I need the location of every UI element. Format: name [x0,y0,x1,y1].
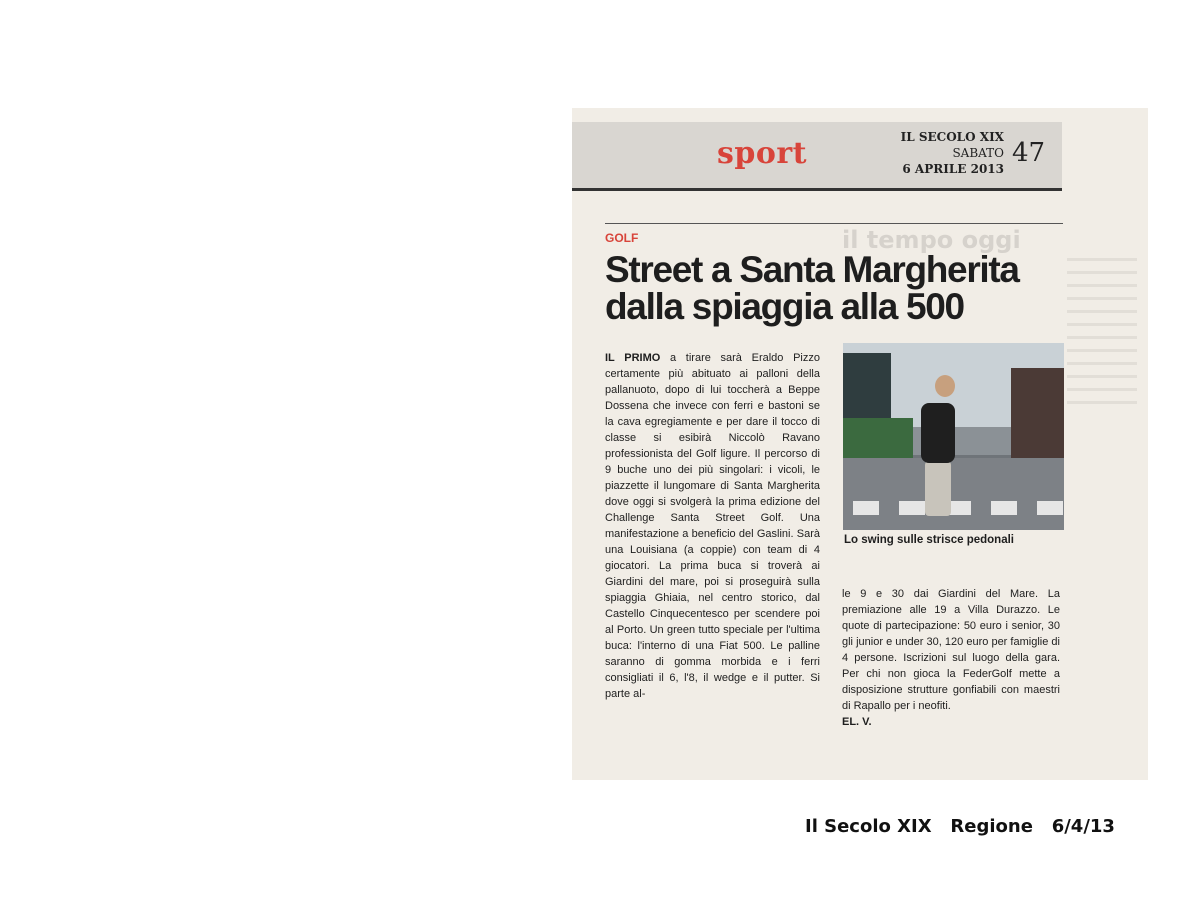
issue-date: 6 APRILE 2013 [902,162,1004,176]
photo-crosswalk [853,501,1063,515]
photo-golfer-legs [925,461,951,516]
adjacent-article-text [1067,248,1137,408]
photo-road [843,458,1064,530]
newspaper-name: IL SECOLO XIX [900,130,1004,144]
article-byline: EL. V. [842,716,872,728]
article-column-2 [842,586,1060,730]
article-photo [843,343,1064,530]
adjacent-article-headline: il tempo oggi [842,226,1021,254]
article-column-1 [605,350,820,702]
article-top-rule [605,223,1063,224]
newspaper-clipping [572,108,1148,780]
photo-golfer-head [935,375,955,397]
photo-caption: Lo swing sulle strisce pedonali [844,534,1014,546]
photo-golfer-body [921,403,955,463]
header-rule [572,188,1062,191]
page-number: 47 [1012,138,1046,168]
article-column-2-text: le 9 e 30 dai Giardini del Mare. La premiazione alle 19 a Villa Durazzo. Le quote di partecipazione: 50 euro i senior, 30 gli junior e under 30, 120 euro per famiglie di 4 persone. Iscrizioni sul luogo della gara. Per chi non gioca la FederGolf mette a disposizione strutture gonfiabili con maestri di Rapallo per i neofiti. [842,588,1060,712]
article-lead: IL PRIMO [605,352,661,364]
article-headline: Street a Santa Margherita dalla spiaggia alla 500 [605,249,1019,327]
source-footer: Il Secolo XIX Regione 6/4/13 [805,816,1115,837]
section-label: sport [717,136,808,171]
issue-day: SABATO [952,146,1004,160]
photo-building-right [1011,368,1064,458]
article-column-1-text: a tirare sarà Eraldo Pizzo certamente più abituato ai palloni della pallanuoto, dopo di lui toccherà a Beppe Dossena che invece con ferri e bastoni se la cava egregiamente e per dare il tocco di classe si esibirà Niccolò Ravano professionista del Golf ligure. Il percorso di 9 buche uno dei più singolari: i vicoli, le piazzette il lungomare di Santa Margherita dove oggi si svolgerà la prima edizione del Challenge Santa Street Golf. Una manifestazione a beneficio del Gaslini. Sarà una Louisiana (a coppie) con team di 4 giocatori. La prima buca si troverà ai Giardini del mare, poi si proseguirà sulla spiaggia Ghiaia, nel centro storico, dal Castello Cinquecentesco per scendere poi al Porto. Un green tutto speciale per l'ultima buca: l'interno di una Fiat 500. Le palline saranno di gomma morbida e i ferri consigliati il 6, l'8, il wedge e il putter. Si parte al- [605,352,820,700]
article-kicker: GOLF [605,231,639,245]
